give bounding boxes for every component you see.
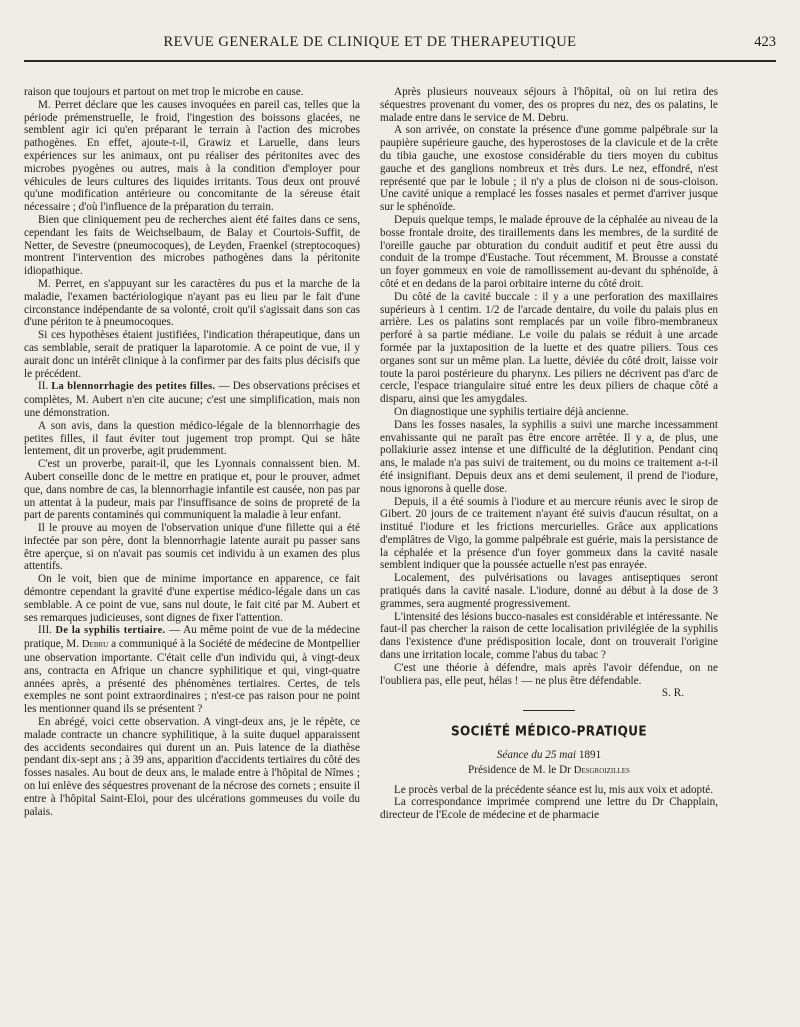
paragraph: C'est une théorie à défendre, mais après l'avoir défendue, on ne l'oubliera pas, elle peut, hélas ! — ne plus être défendable. xyxy=(380,661,718,687)
paragraph: La correspondance imprimée comprend une lettre du Dr Chapplain, directeur de l'Ecole de médecine et de pharmacie xyxy=(380,796,718,822)
paragraph: En abrégé, voici cette observation. A vingt-deux ans, je le répète, ce malade contracte un chancre syphilitique, à la suite duquel apparaissent des accidents secondaires qui durent un an. Puis latence de la diathèse pendant dix-sept ans ; à 39 ans, apparition d'accidents tertiaires du côté des fosses nasales. Au bout de deux ans, le malade entre à l'hôpital de Nîmes ; on lui enlève des séquestres provenant de la nécrose des cornets ; ensuite il entre à l'hôpital Saint-Eloi, pour des ulcérations gommeuses du voile du palais. xyxy=(24,716,360,818)
paragraph: Dans les fosses nasales, la syphilis a suivi une marche incessamment envahissante qui ne paraît pas être encore arrêtée. Il y a, de plus, une pollakiurie assez intense et une difficulté de la déglutition. Pendant cinq ans, le malade n'a pas suivi de traitement, ou du moins ce traitement a-t-il été insignifiant. Depuis deux ans et demi seulement, il prend de l'iodure, nous ignorons à quelle dose. xyxy=(380,418,718,495)
paragraph: M. Perret déclare que les causes invoquées en pareil cas, telles que la période prémenstruelle, le froid, l'ingestion des boissons glacées, ne semblent agir ici qu'en préparant le terrain à l'action des microbes pathogènes. En effet, ajoute-t-il, Grawiz et Laruelle, dans leurs expériences sur les animaux, ont pu réaliser des péritonites avec des microbes pyogènes ou autres, mais à la condition d'employer pour véhicules de leurs cultures des liquides irritants. Tous deux ont prouvé qu'une modification antérieure ou concomitante de la séreuse était nécessaire ; d'où l'influence de la préparation du terrain. xyxy=(24,98,360,214)
section-text: a communiqué à la Société de médecine de Montpellier une observation importante. C'était celle d'un individu qui, à vingt-deux ans, contracta en Afrique un chancre syphilitique et qui, vingt-quatre années après, a présenté des phénomènes tertiaires. Certes, de tels exemples ne sont point extraordinaires ; n'est-ce pas raison pour ne point les mentionner quand ils se présentent ? xyxy=(24,638,361,716)
society-title: SOCIÉTÉ MÉDICO-PRATIQUE xyxy=(450,723,648,740)
paragraph: Le procès verbal de la précédente séance est lu, mis aux voix et adopté. xyxy=(394,783,714,796)
session-year: 1891 xyxy=(578,749,602,762)
paragraph: On le voit, bien que de minime importance en apparence, ce fait démontre cependant la gravité d'une expertise médico-légale dans un cas semblable. A ce point de vue, sans nul doute, le fait cité par M. Aubert et ses remarques judicieuses, sont dignes de fixer l'attention. xyxy=(24,573,360,624)
paragraph: A son avis, dans la question médico-légale de la blennorrhagie des petites filles, il faut éviter tout jugement trop prompt. Qui se hâte lentement, dit un proverbe, agit prudemment. xyxy=(24,419,360,458)
paragraph: M. Perret, en s'appuyant sur les caractères du pus et la marche de la maladie, l'examen bactériologique n'ayant pas eu lieu par le fait d'une circonstance indépendante de sa volonté, croit qu'il s'agissait dans son cas d'une périton te à pneumocoques. xyxy=(24,277,360,329)
session-date: 25 mai xyxy=(545,749,577,762)
section-heading: La blennorrhagie des petites filles. xyxy=(51,381,216,393)
page-number: 423 xyxy=(754,34,776,50)
section-iii-paragraph xyxy=(24,624,360,716)
paragraph: Depuis, il a été soumis à l'iodure et au mercure réunis avec le sirop de Gibert. 20 jours de ce traitement n'ayant été suivis d'aucun résultat, on a institué l'iodure et les frictions mercurielles. Grâce aux applications d'emplâtres de Vigo, la gomme palpébrale est guérie, mais la persistance de la céphalée et la présence d'un foyer gommeux dans la cavité nasale semblent indiquer que la poussée actuelle n'est pas enrayée. xyxy=(380,495,718,572)
paragraph: raison que toujours et partout on met trop le microbe en cause. xyxy=(24,86,304,98)
paragraph: C'est un proverbe, parait-il, que les Lyonnais connaissent bien. M. Aubert conseille donc de le mettre en pratique et, pour le prouver, admet que, dans nombre de cas, la blennorrhagie infantile est causée, non pas par un attentat à la pudeur, mais par l'insuffisance de soins de propreté de la part de parents contaminés qui communiquent la maladie à leur enfant. xyxy=(24,458,360,522)
paragraph: L'intensité des lésions bucco-nasales est considérable et intéressante. Ne faut-il pas chercher la raison de cette localisation privilégiée de la syphilis dans l'existence d'une prédisposition locale, dont on trouverait l'origine dans une irritation locale, comme l'abus du tabac ? xyxy=(380,610,718,662)
section-text: — Au même point de vue de la médecine pratique, M. xyxy=(24,624,360,651)
paragraph: Après plusieurs nouveaux séjours à l'hôpital, où on lui retira des séquestres provenant du vomer, des os propres du nez, des os palatins, le malade entre dans le service de M. Debru. xyxy=(380,86,718,124)
president-name: Desgroizilles xyxy=(573,764,630,776)
session-line xyxy=(380,749,718,762)
presidence-label: Présidence de M. le Dr xyxy=(468,763,571,776)
page-header xyxy=(24,34,776,62)
paragraph: Si ces hypothèses étaient justifiées, l'indication thérapeutique, dans un cas semblable, serait de pratiquer la laparotomie. A ce point de vue, il y aurait donc un intérêt clinique à la confirmer par des faits plus décisifs que le précédent. xyxy=(24,329,360,380)
section-text: — Des observations précises et complètes, M. Aubert n'en cite aucune; c'est une simplification, mais non une démonstration. xyxy=(24,380,360,419)
paragraph: On diagnostique une syphilis tertiaire déjà ancienne. xyxy=(394,405,629,418)
section-heading: De la syphilis tertiaire. xyxy=(55,625,166,637)
running-title: REVUE GENERALE DE CLINIQUE ET DE THERAPEUTIQUE xyxy=(163,34,577,50)
left-column xyxy=(24,86,360,818)
paragraph: A son arrivée, on constate la présence d'une gomme palpébrale sur la paupière supérieure gauche, des hyperostoses de la clavicule et de la crête du tibia gauche, une exostose considérable du tiers moyen du cubitus gauche et des ganglions nombreux et très durs. Le nez, effondré, n'est représenté que par le lobule ; il n'y a plus de cloison ni de sous-cloison. Une cavité unique a remplacé les fosses nasales et permet d'arriver jusque sur le sphénoïde. xyxy=(380,124,718,214)
presidence-line xyxy=(380,764,718,778)
paragraph: Depuis quelque temps, le malade éprouve de la céphalée au niveau de la bosse frontale droite, des tiraillements dans les membres, de la surdité de l'oreille gauche par obturation du conduit auditif et peut être aussi du conduit de la trompe d'Eustache. Tout récemment, M. Brousse a constaté un foyer gommeux en voie de ramollissement au-devant du sphénoïde, à côté et en dedans de la paroi orbitaire interne du côté droit. xyxy=(380,213,718,290)
paragraph: Localement, des pulvérisations ou lavages antiseptiques seront pratiqués dans la cavité nasale. L'iodure, donné au début à la dose de 3 grammes, sera augmenté progressivement. xyxy=(380,572,718,610)
paragraph: Bien que cliniquement peu de recherches aient été faites dans ce sens, cependant les faits de Weichselbaum, de Balay et Courtois-Suffit, de Netter, de Sevestre (pneumocoques), de Leyden, Fraenkel (streptocoques) montrent l'intervention des microbes pathogènes dans la péritonite idiopathique. xyxy=(24,213,360,278)
section-ii-paragraph xyxy=(24,380,360,419)
author-name: Debru xyxy=(81,639,109,651)
signature: S. R. xyxy=(661,687,684,700)
paragraph: Du côté de la cavité buccale : il y a une perforation des maxillaires supérieurs à 1 centim. 1/2 de l'arcade dentaire, du voile du palais plus en arrière. Les os palatins sont remplacés par un voile fibro-membraneux perforé à sa partie médiane. Le voile du palais se réduit à une arcade formée par la juxtaposition de la luette et des quatre piliers. Tous ces organes sont sur un même plan. La luette, déviée du côté droit, laisse voir toute la paroi postérieure du pharynx. Les piliers ne décrivent pas d'arc de cercle, l'espace triangulaire situé entre les deux piliers de chaque côté a disparu, ainsi que les amygdales. xyxy=(380,290,718,406)
paragraph: Il le prouve au moyen de l'observation unique d'une fillette qui a été infectée par son père, dont la blennorrhagie latente aurait pu passer sans être aperçue, si on n'avait pas soumis cet individu à un examen des plus attentifs. xyxy=(24,522,360,573)
section-number: III. xyxy=(38,624,52,637)
section-number: II. xyxy=(38,380,49,393)
session-label: Séance du xyxy=(496,749,543,762)
right-column xyxy=(380,86,718,822)
divider xyxy=(523,710,575,711)
